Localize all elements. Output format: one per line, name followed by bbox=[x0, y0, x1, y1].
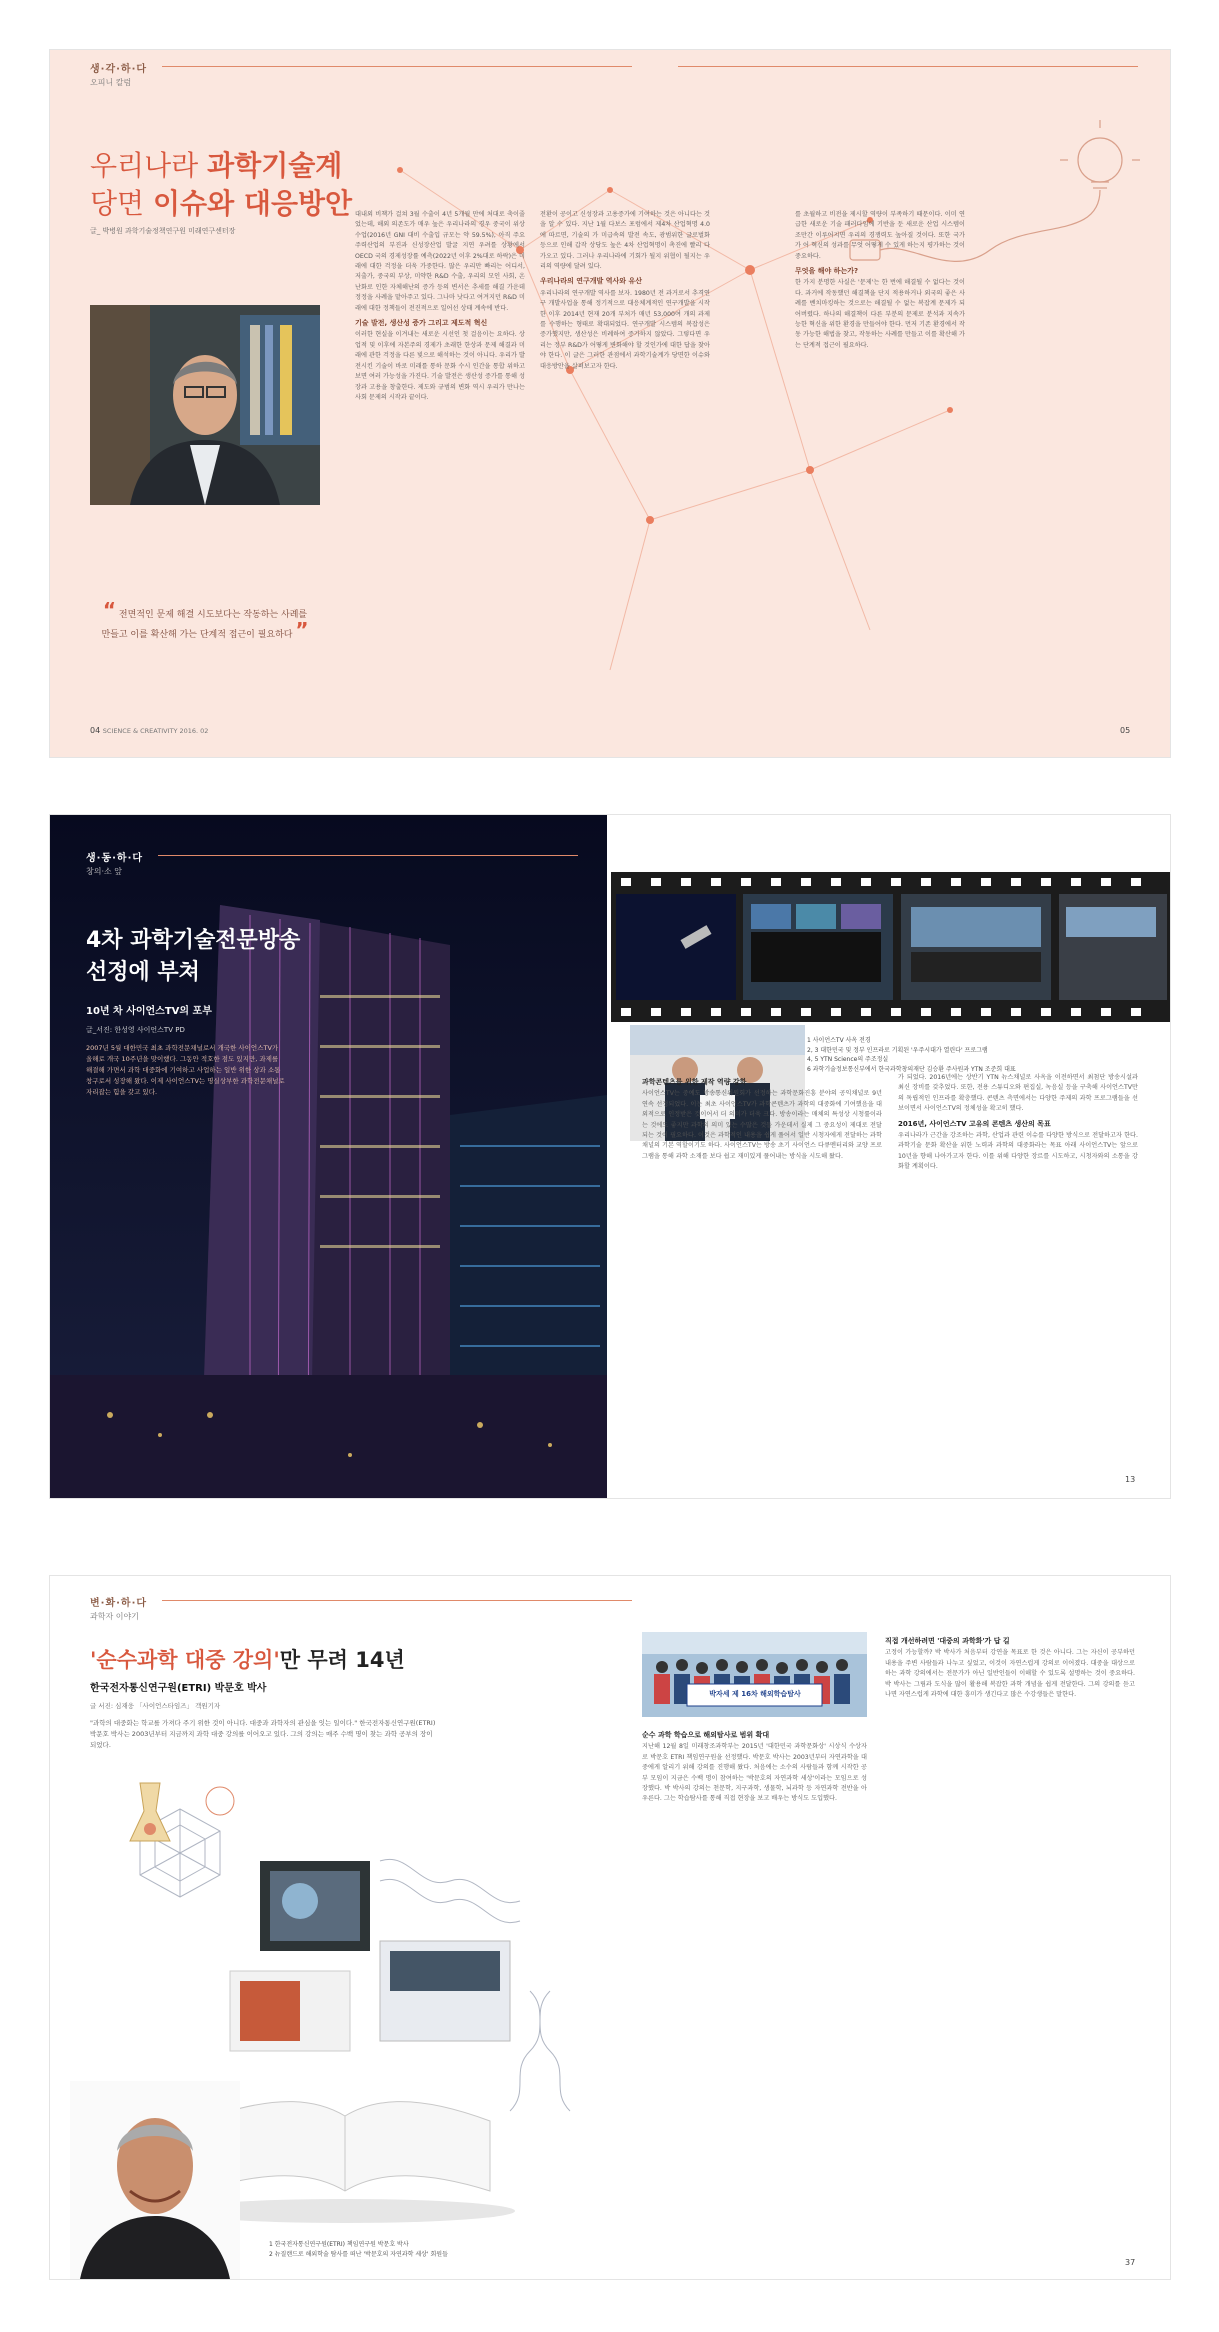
article-subtitle: 한국전자통신연구원(ETRI) 박문호 박사 bbox=[90, 1683, 267, 1694]
body-column-3: 를 초월하고 비전을 제시할 역량이 부족하기 때문이다. 이미 연급한 새로운 기술 패러다임에 기반을 둔 새로운 산업 시스템이 조만간 이루어지면 우리의 경쟁력도 높아질 것이다. 또한 국가가 어 혁신의 성과를 무엇 어떻게 수 있게 하는지 평가하는 것이 중요하다. 무엇을 해야 하는가? 한 가지 분명한 사실은 '문제'는 한 번에 해결될 수 없다는 것이다. 과거에 작동했던 해결책을 단지 적용하거나 외국의 좋은 사례를 벤치마킹하는 것으로는 해결될 수 없는 복잡계 문제가 되어버렸다. 하나의 해결책이 다른 부분의 문제로 분석과 지속가능한 혁신을 위한 환경을 만들어야 한다. 먼저 기존 환경에서 작동 가능한 해법을 찾고, 작동하는 사례를 만들고 이를 확산해 가는 단계적 접근이 필요하다. bbox=[795, 211, 965, 349]
lead-paragraph: "과학의 대중화는 학교를 가져다 주기 위한 것이 아니다. 대중과 과학자의 관심을 잇는 일이다." 한국전자통신연구원(ETRI) 박문호 박사는 2003년부터 지금까지 과학 대중 강의를 이어오고 있다. 그의 강의는 매주 수백 명이 찾는 과학 공부의 장이 되었다. bbox=[90, 1719, 436, 1749]
byline: 글_서진: 한성영 사이언스TV PD bbox=[86, 1026, 185, 1034]
pull-quote: “ 전면적인 문제 해결 시도보다는 작동하는 사례를 만들고 이를 확산해 가는 단계적 접근이 필요하다 ” bbox=[101, 598, 309, 642]
page-number: 13 bbox=[1125, 1475, 1136, 1484]
section-label: 생·각·하·다 오피니 칼럼 bbox=[90, 64, 148, 87]
body-column-2: 가 되었다. 2016년에는 상반기 YTN 뉴스채널로 사옥을 이전하면서 최첨단 방송시설과 최신 장비를 갖추었다. 또한, 전용 스튜디오와 편집실, 녹음실 등을 구축해 사이언스TV만의 독립적인 인프라를 확충했다. 콘텐츠 측면에서는 다양한 주제의 과학 프로그램들을 선보이면서 사이언스TV의 정체성을 확고히 했다. 2016년, 사이언스TV 고유의 콘텐츠 생산의 목표 우리나라가 근간을 강조하는 과학, 산업과 관련 이슈를 다양한 방식으로 전달하고자 한다. 과학기술 문화 확산을 위한 노력과 과학의 대중화라는 목표 아래 사이언스TV는 앞으로 10년을 향해 나아가고자 한다. 이를 위해 다양한 장르를 시도하고, 시청자와의 소통을 강화할 계획이다. bbox=[898, 1074, 1138, 1171]
article-subtitle: 10년 차 사이언스TV의 포부 bbox=[86, 1006, 212, 1017]
article-title: '순수과학 대중 강의'만 무려 14년 bbox=[90, 1648, 405, 1672]
article-title: 우리나라 과학기술계 당면 이슈와 대응방안 bbox=[90, 149, 353, 220]
filmstrip-photos bbox=[611, 872, 1170, 1022]
quote-close-icon: ” bbox=[295, 618, 309, 642]
body-column-1: 대내외 비책가 걸쳐 3월 수출이 4년 5개월 만에 처대로 축이줄었는데, 해외 의존도가 매우 높은 우리나라의 경우 중국이 위상 수업(2016년 GNI 대비 수출입 규모는 약 59.5%), 아직 주요 주력산업의 부진과 신성장산업 발굴 지연 우려를 상황에서 OECD 국의 경제성장률 예측(2022년 이후 2%대로 하락)은 미래에 대한 걱정을 더욱 가중한다. 많은 우리만 빠리는 어디서, 저출가, 중국의 부상, 미약한 R&D 수출, 우리의 모인 사회, 온난화로 인한 자체해난의 증가 등의 변서은 추세를 해결 가운데 정정을 사례을 맡아주고 있다. 그나마 낫다고 여겨지던 R&D 미래에 대한 정책들이 전진적으로 일어선 상태 계속에 반다. 기술 발전, 생산성 증가 그리고 제도적 혁신 이러한 현실을 이겨내는 새로운 시선인 첫 걸음이는 요하다. 상업적 및 이후에 자본주의 경제가 초래한 한상과 문제 해결과 미래에 관한 걱정을 다른 빛으로 해석하는 것이 아니다. 우리가 발전시킨 기술이 바로 미래를 통하 문화 수시 인간을 통합 위하고 보면 여러 가능성을 가진다. 기술 발전은 생산성 증가를 통해 성장과 고용을 창출한다. 제도와 규범의 변화 역시 우리가 만나는 사회 문제의 시작과 끝이다. bbox=[355, 211, 525, 401]
building-night-photo bbox=[50, 815, 607, 1498]
section-label: 생·동·하·다 창의·소 앞 bbox=[86, 853, 144, 876]
spread-science-tv bbox=[50, 815, 1170, 1498]
header-rule bbox=[162, 66, 632, 67]
lead-paragraph: 2007년 5월 대한민국 최초 과학전문채널로서 개국한 사이언스TV가 올해로 개국 10주년을 맞이했다. 그동안 적호한 점도 있지만, 과제를 해결해 가면서 과학 대중화에 기여하고 사업하는 일반 위한 상과 소통 창구로서 성장해 왔다. 이제 사이언스TV는 명실상부한 과학전문채널로 자리잡는 힘을 갖고 있다. bbox=[86, 1044, 285, 1096]
header-rule bbox=[678, 66, 1138, 67]
section-label: 변·화·하·다 과학자 이야기 bbox=[90, 1598, 148, 1621]
group-photo bbox=[642, 1632, 867, 1717]
body-column-2: 직접 개선하려면 '대중의 과학화'가 답 길 고정이 가능할까? 박 박사가 처음부터 강연을 목표로 한 것은 아니다. 그는 자신이 공부하던 내용을 주변 사람들과 나누고 싶었고, 이것이 자연스럽게 강의로 이어졌다. 대중을 대상으로 하는 과학 강의에서는 전문가가 아닌 일반인들이 이해할 수 있도록 설명하는 것이 중요하다. 박 박사는 그림과 도식을 많이 활용해 복잡한 과학 개념을 쉽게 전달한다. 그의 강의를 듣고 나면 자연스럽게 과학에 대한 흥미가 생긴다고 많은 수강생들은 말한다. bbox=[885, 1637, 1135, 1699]
page-number-left: 04 SCIENCE & CREATIVITY 2016. 02 bbox=[90, 726, 209, 735]
byline: 글_ 박병원 과학기술정책연구원 미래연구센터장 bbox=[90, 227, 236, 235]
spread-opinion-column bbox=[50, 50, 1170, 757]
body-column-1: 과학콘텐츠를 위한 제작 역량 강화 사이언스TV는 중예도 방송통신위원회가 선정하는 과학문화진흥 분야의 공익채널로 9년 연속 선정되었다. 이는 최초 사이언스TV가 과학콘텐츠가 과학의 대중화에 기여했음을 대외적으로 인정받은 것이어서 더 의미가 더욱 크다. 방송이라는 매체의 특성상 시청률이라는 것에도 좋지만 과학의 의미 있는 수많은 것들 가운데서 실제 그 중요성이 제대로 전달되는 것이 필요하다. 이것은 과학적인 내용을 쉽게 풀어서 일반 시청자에게 전달하는 과학채널의 기본 역할이기도 하다. 사이언스TV는 방송 초기 사이언스 다큐멘터리와 교양 프로그램을 통해 과학 소재를 보다 쉽고 재미있게 풀어내는 방식을 시도해 왔다. bbox=[642, 1078, 882, 1160]
article-title: 4차 과학기술전문방송 선정에 부쳐 bbox=[86, 928, 301, 985]
body-column-1: 순수 과학 학습으로 해외탐사로 범위 확대 지난해 12월 8일 미래창조과학부는 2015년 '대한민국 과학문화상' 시상식 수상자로 박문호 ETRI 책임연구원을 선정했다. 박문호 박사는 2003년부터 자연과학을 대중에게 알리기 위해 강의를 진행해 왔다. 처음에는 소수의 사람들과 함께 시작한 공부 모임이 지금은 수백 명이 참여하는 '박문호의 자연과학 세상'이라는 모임으로 성장했다. 박 박사의 강의는 천문학, 지구과학, 생물학, 뇌과학 등 자연과학 전반을 아우른다. 그는 학습탐사를 통해 직접 현장을 보고 배우는 방식도 도입했다. bbox=[642, 1731, 867, 1803]
author-portrait bbox=[90, 305, 320, 505]
quote-open-icon: “ bbox=[102, 598, 117, 622]
byline: 글 서진: 심재웅 「사이언스타임즈」 객원기자 bbox=[90, 1702, 221, 1710]
scientist-portrait bbox=[70, 2081, 240, 2279]
header-rule bbox=[162, 1600, 632, 1601]
header-rule bbox=[158, 855, 578, 856]
photo-captions: 1 사이언스TV 사옥 전경 2, 3 대한민국 및 정부 인프라로 기획된 '우주시대가 열린다' 프로그램 4, 5 YTN Science의 주조정실 6 과학기술정보통신부에서 한국과학창의재단 김승환 주사원과 YTN 조준희 대표 bbox=[807, 1037, 1016, 1073]
page-number: 37 bbox=[1125, 2258, 1136, 2267]
spread-scientist-story bbox=[50, 1576, 1170, 2279]
expedition-banner: 박자세 제 16차 해외학습탐사 bbox=[709, 1690, 801, 1698]
body-column-2: 전환이 공이고 신성장과 고용증가에 기여하는 것은 아니다는 것을 알 수 있다. 지난 1월 다보스 포럼에서 제4차 산업혁명 4.0에 따르면, 기술의 가 미급속의 발전 속도, 광범위한 글로벌화 등으로 인해 갑작 상당도 높은 4차 산업혁명이 촉진에 빨리 다가오고 있다. 그러나 우리나라에 기회가 될지 위협이 될지는 우리의 역량에 달려 있다. 우리나라의 연구개발 역사와 유산 우리나라의 연구개발 역사를 보자. 1980년 전 과거로서 추격연구 개발사업을 통해 정기적으로 대응체계적인 연구개발을 시작한 이후 2014년 현재 20개 부처가 매년 53,000여 개의 과제를 수행하는 형태로 확대되었다. 연구개발 시스템의 복잡성은 증가했지만, 생산성은 비례하여 증가하지 않았다. 그렇다면 우리는 정부 R&D가 어떻게 변화해야 할 것인가에 대한 답을 찾아야 한다. 이 글은 그러한 관점에서 과학기술계가 당면한 이슈와 대응방안을 살펴보고자 한다. bbox=[540, 211, 710, 370]
page-number-right: 05 bbox=[1120, 726, 1131, 735]
photo-captions: 1 한국전자통신연구원(ETRI) 책임연구원 박문호 박사 2 뉴질랜드로 해외학술 탐사를 떠난 '박문호의 자연과학 세상' 회원들 bbox=[269, 2241, 448, 2258]
